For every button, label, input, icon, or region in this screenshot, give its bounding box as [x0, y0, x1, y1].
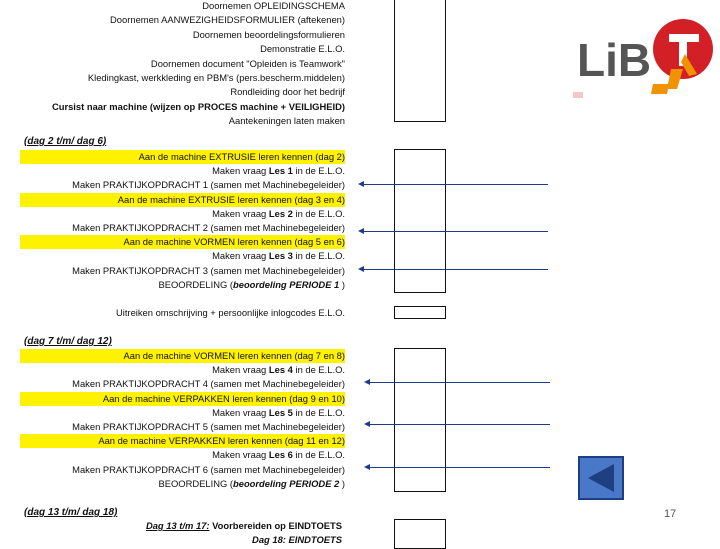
intro-row-6: Kledingkast, werkkleding en PBM's (pers.bescherm.middelen): [87, 72, 345, 83]
period1-row-9: Maken PRAKTIJKOPDRACHT 3 (samen met Machinebegeleider): [72, 264, 345, 276]
period2-row-9: Maken PRAKTIJKOPDRACHT 6 (samen met Machinebegeleider): [72, 463, 345, 475]
intro-row-9: Aantekeningen laten maken: [228, 115, 345, 127]
period1-row-6: Maken PRAKTIJKOPDRACHT 2 (samen met Machinebegeleider): [72, 222, 345, 233]
period1-row-10: BEOORDELING (beoordeling PERIODE 1 ): [158, 278, 345, 290]
dag-13-17-row: Dag 13 t/m 17: Voorbereiden op EINDTOETS: [145, 520, 342, 531]
period2-row-3: Maken PRAKTIJKOPDRACHT 4 (samen met Machinebegeleider): [72, 378, 345, 390]
period1-row-2: Maken vraag Les 1 in de E.L.O.: [212, 165, 345, 177]
section-heading-dag-13-18: (dag 13 t/m/ dag 18): [24, 507, 118, 518]
intro-row-4: Demonstratie E.L.O.: [260, 43, 345, 55]
checkbox-column-top: [394, 0, 446, 122]
section-heading-dag-7-12: (dag 7 t/m/ dag 12): [24, 336, 112, 347]
intro-row-7: Rondleiding door het bedrijf: [230, 86, 345, 98]
checkbox-elo-codes: [394, 306, 446, 319]
checkbox-column-4: [394, 519, 446, 549]
intro-row-1: Doornemen OPLEIDINGSCHEMA: [202, 0, 345, 11]
lib-logo: [573, 14, 713, 109]
intro-row-5: Doornemen document "Opleiden is Teamwork": [150, 57, 345, 69]
intro-row-3: Doornemen beoordelingsformulieren: [192, 28, 345, 40]
period1-row-3: Maken PRAKTIJKOPDRACHT 1 (samen met Machinebegeleider): [72, 179, 345, 191]
period1-row-4: Aan de machine EXTRUSIE leren kennen (dag 3 en 4): [20, 193, 345, 207]
period2-row-1: Aan de machine VORMEN leren kennen (dag 7 en 8): [20, 349, 345, 363]
intro-row-8: Cursist naar machine (wijzen op PROCES machine + VEILIGHEID): [51, 100, 345, 112]
elo-codes-row: Uitreiken omschrijving + persoonlijke inlogcodes E.L.O.: [115, 307, 345, 318]
period2-row-6: Maken PRAKTIJKOPDRACHT 5 (samen met Machinebegeleider): [72, 421, 345, 432]
period2-row-5: Maken vraag Les 5 in de E.L.O.: [212, 406, 345, 418]
period1-row-7: Aan de machine VORMEN leren kennen (dag 5 en 6): [20, 235, 345, 249]
intro-row-2: Doornemen AANWEZIGHEIDSFORMULIER (aftekenen): [110, 14, 345, 26]
checkbox-column-3: [394, 348, 446, 492]
period2-row-4: Aan de machine VERPAKKEN leren kennen (dag 9 en 10): [20, 392, 345, 406]
period1-row-5: Maken vraag Les 2 in de E.L.O.: [212, 207, 345, 219]
page-number: 17: [664, 508, 677, 520]
svg-text:LiB: LiB: [577, 34, 652, 86]
period1-row-1: Aan de machine EXTRUSIE leren kennen (dag 2): [20, 150, 345, 164]
checkbox-column-2: [394, 149, 446, 293]
period1-row-8: Maken vraag Les 3 in de E.L.O.: [212, 250, 345, 262]
dag-18-row: Dag 18: EINDTOETS: [252, 534, 342, 545]
section-heading-dag-2-6: (dag 2 t/m/ dag 6): [24, 136, 107, 147]
period2-row-2: Maken vraag Les 4 in de E.L.O.: [212, 364, 345, 376]
period2-row-8: Maken vraag Les 6 in de E.L.O.: [212, 449, 345, 461]
period2-row-10: BEOORDELING (beoordeling PERIODE 2 ): [158, 477, 345, 489]
period2-row-7: Aan de machine VERPAKKEN leren kennen (dag 11 en 12): [20, 434, 345, 448]
back-triangle-icon: [580, 458, 622, 498]
back-button[interactable]: [578, 456, 624, 500]
